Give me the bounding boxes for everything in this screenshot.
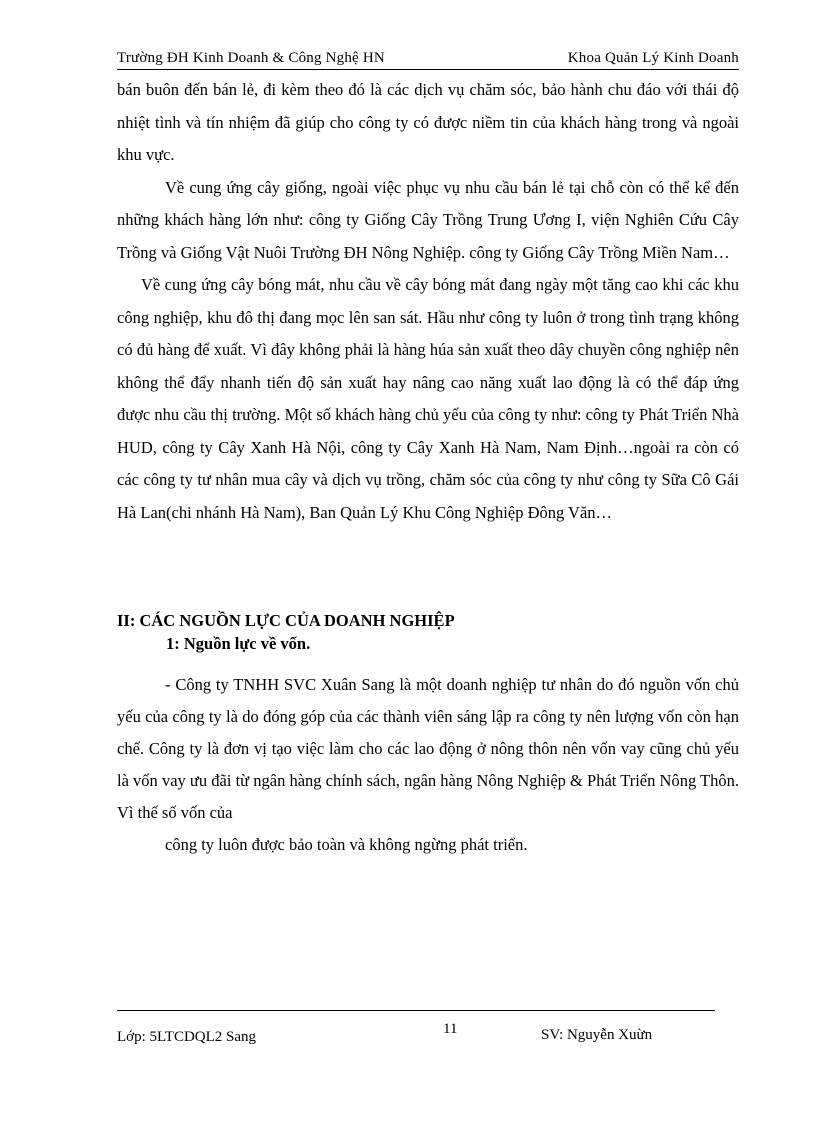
- header-divider: [117, 69, 739, 70]
- paragraph-2: Về cung ứng cây giống, ngoài việc phục vụ nhu cầu bán lẻ tại chỗ còn có thể kể đến những khách hàng lớn như: công ty Giống Cây Trồng Trung Ương I, viện Nghiên Cứu Cây Trồng và Giống Vật Nuôi Trường ĐH Nông Nghiệp. công ty Giống Cây Trồng Miền Nam…: [117, 177, 739, 262]
- page-number: 11: [443, 1021, 458, 1037]
- page-header: [117, 50, 739, 67]
- paragraph-3: Về cung ứng cây bóng mát, nhu cầu về cây bóng mát đang ngày một tăng cao khi các khu công nghiệp, khu đô thị đang mọc lên san sát. Hầu như công ty luôn ở trong tình trạng không có đủ hàng để xuất. Vì đây không phải là hàng húa sản xuất theo dây chuyền công nghiệp nên không thể đẩy nhanh tiến độ sản xuất hay nâng cao năng xuất lao động là có thể đáp ứng được nhu cầu thị trường. Một số khách hàng chủ yếu của công ty như: công ty Phát Triển Nhà HUD, công ty Cây Xanh Hà Nội, công ty Cây Xanh Hà Nam, Nam Định…ngoài ra còn có các công ty tư nhân mua cây và dịch vụ trồng, chăm sóc của công ty như công ty Sữa Cô Gái Hà Lan(chi nhánh Hà Nam), Ban Quản Lý Khu Công Nghiệp Đông Văn…: [117, 275, 739, 522]
- paragraph-1: bán buôn đến bán lẻ, đi kèm theo đó là các dịch vụ chăm sóc, bảo hành chu đáo với thái độ nhiệt tình và tín nhiệm đã giúp cho công ty có được niềm tin của khách hàng trong và ngoài khu vực.: [117, 80, 739, 164]
- paragraph-5: công ty luôn được bảo toàn và không ngừng phát triển.: [165, 835, 528, 854]
- header-faculty-name: Khoa Quản Lý Kinh Doanh: [567, 50, 739, 66]
- header-school-name: Trường ĐH Kinh Doanh & Công Nghệ HN: [117, 50, 385, 66]
- section-text: [117, 669, 739, 861]
- footer-divider: [117, 1010, 715, 1011]
- footer-student-name: SV: Nguyễn Xuừn: [541, 1027, 653, 1043]
- paragraph-4: - Công ty TNHH SVC Xuân Sang là một doanh nghiệp tư nhân do đó nguồn vốn chủ yếu của công ty là do đóng góp của các thành viên sáng lập ra công ty nên lượng vốn còn hạn chế. Công ty là đơn vị tạo việc làm cho các lao động ở nông thôn nên vốn vay cũng chủ yếu là vốn vay ưu đãi từ ngân hàng chính sách, ngân hàng Nông Nghiệp & Phát Triển Nông Thôn. Vì thế số vốn của: [117, 675, 739, 822]
- section-heading: II: CÁC NGUỒN LỰC CỦA DOANH NGHIỆP: [117, 611, 455, 630]
- sub-heading: 1: Nguồn lực về vốn.: [166, 634, 311, 653]
- main-text: [117, 74, 739, 529]
- footer-class-info: Lớp: 5LTCDQL2 Sang: [117, 1029, 257, 1045]
